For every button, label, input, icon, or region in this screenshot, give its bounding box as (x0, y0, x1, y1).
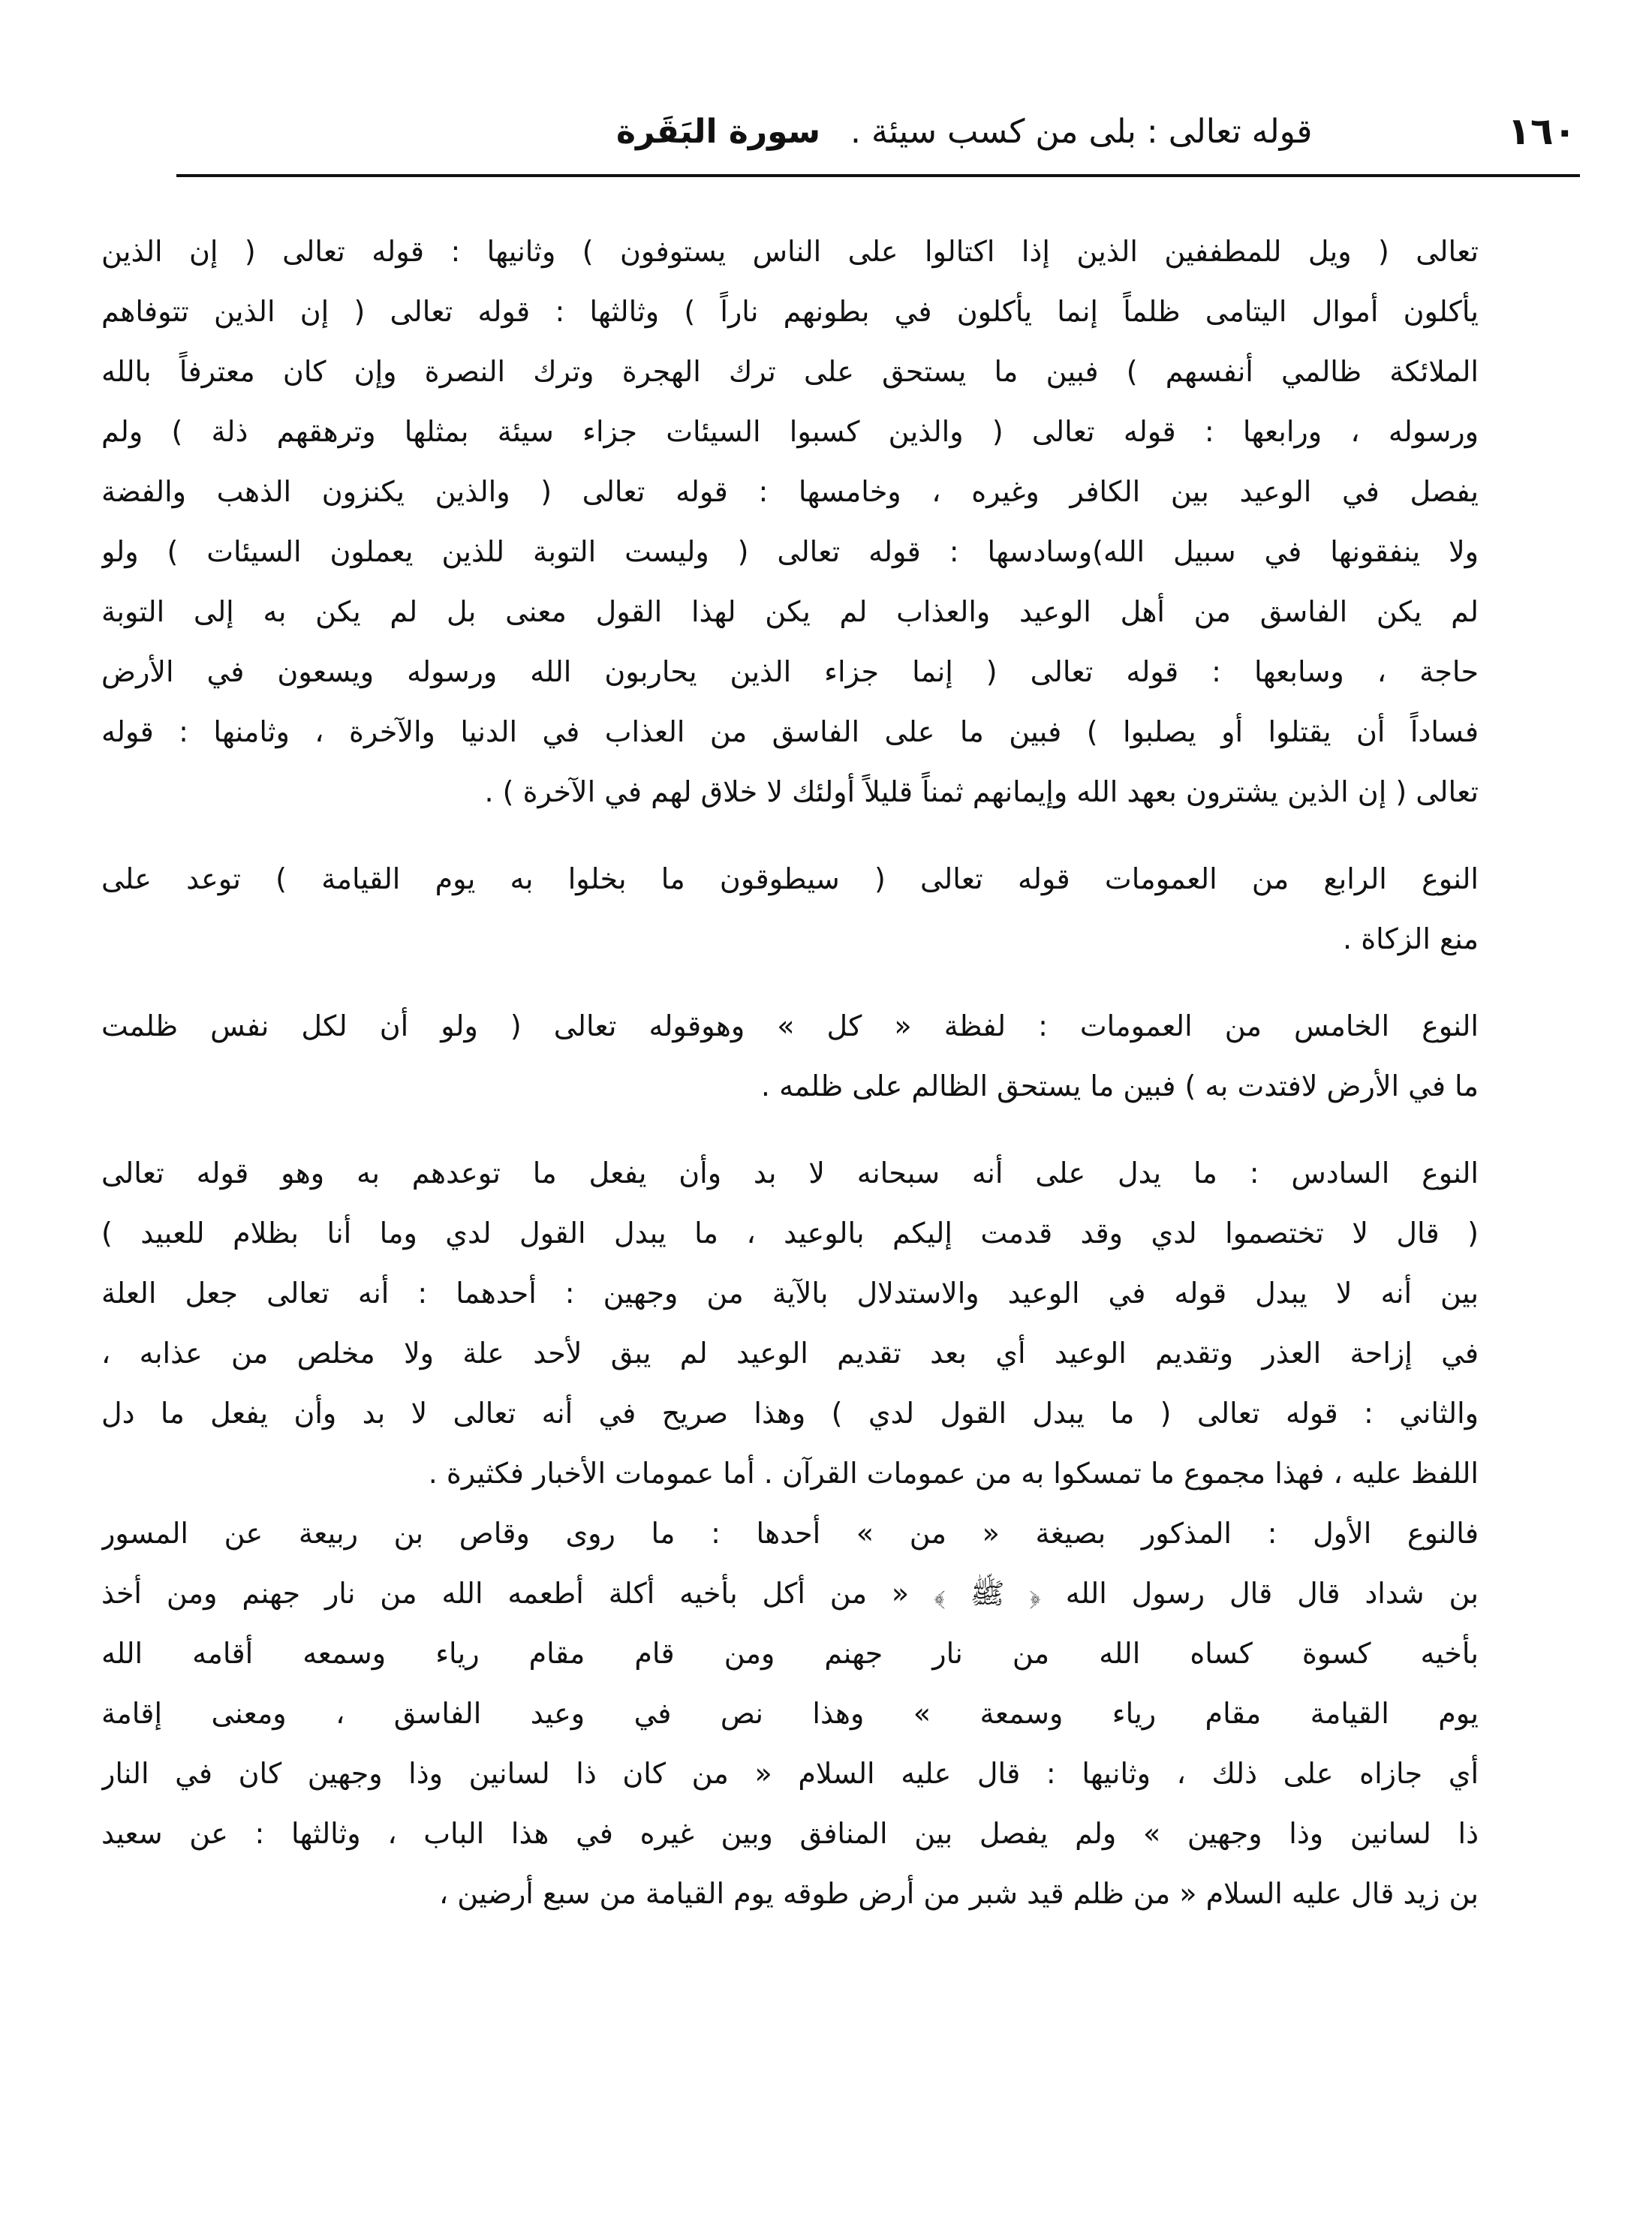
text-line: يوم القيامة مقام رياء وسمعة » وهذا نص في وعيد الفاسق ، ومعنى إقامة (101, 1697, 1479, 1730)
running-head (188, 113, 1312, 151)
text-line: حاجة ، وسابعها : قوله تعالى ( إنما جزاء الذين يحاربون الله ورسوله ويسعون في الأرض (101, 655, 1479, 688)
text-line: يفصل في الوعيد بين الكافر وغيره ، وخامسها : قوله تعالى ( والذين يكنزون الذهب والفضة (101, 475, 1479, 508)
text-line: النوع السادس : ما يدل على أنه سبحانه لا بد وأن يفعل ما توعدهم به وهو قوله تعالى (101, 1157, 1479, 1190)
text-line: النوع الخامس من العمومات : لفظة « كل » وهوقوله تعالى ( ولو أن لكل نفس ظلمت (101, 1009, 1479, 1042)
page-body (101, 221, 1479, 1924)
text-line: ولا ينفقونها في سبيل الله)وسادسها : قوله تعالى ( وليست التوبة للذين يعملون السيئات ) ولو (101, 535, 1479, 568)
text-line: النوع الرابع من العمومات قوله تعالى ( سيطوقون ما بخلوا به يوم القيامة ) توعد على (101, 862, 1479, 895)
text-line: ورسوله ، ورابعها : قوله تعالى ( والذين كسبوا السيئات جزاء سيئة بمثلها وترهقهم ذلة ) ولم (101, 415, 1479, 448)
header-rule (176, 174, 1580, 177)
text-line: تعالى ( إن الذين يشترون بعهد الله وإيمانهم ثمناً قليلاً أولئك لا خلاق لهم في الآخرة ) . (484, 775, 1479, 808)
text-line: ما في الأرض لافتدت به ) فبين ما يستحق الظالم على ظلمه . (760, 1069, 1479, 1102)
text-line: ( قال لا تختصموا لدي وقد قدمت إليكم بالوعيد ، ما يبدل القول لدي وما أنا بظلام للعبيد ) (101, 1217, 1479, 1250)
paragraph (101, 849, 1479, 969)
text-line: بين أنه لا يبدل قوله في الوعيد والاستدلال بالآية من وجهين : أحدهما : أنه تعالى جعل العلة (101, 1277, 1479, 1310)
text-line: لم يكن الفاسق من أهل الوعيد والعذاب لم يكن لهذا القول معنى بل لم يكن به إلى التوبة (101, 595, 1479, 628)
page-header (188, 98, 1576, 165)
paragraph (101, 221, 1479, 822)
paragraph (101, 996, 1479, 1116)
page-number: ١٦٠ (1507, 110, 1576, 153)
text-line: بأخيه كسوة كساه الله من نار جهنم ومن قام مقام رياء وسمعه أقامه الله (101, 1637, 1479, 1670)
text-line: ذا لسانين وذا وجهين » ولم يفصل بين المنافق وبين غيره في هذا الباب ، وثالثها : عن سعيد (101, 1817, 1479, 1850)
text-line: فالنوع الأول : المذكور بصيغة « من » أحدها : ما روى وقاص بن ربيعة عن المسور (101, 1517, 1479, 1550)
paragraph (101, 1143, 1479, 1503)
text-line: أي جازاه على ذلك ، وثانيها : قال عليه السلام « من كان ذا لسانين وذا وجهين كان في النار (101, 1757, 1479, 1790)
text-line: بن زيد قال عليه السلام « من ظلم قيد شبر من أرض طوقه يوم القيامة من سبع أرضين ، (438, 1877, 1479, 1910)
text-line: الملائكة ظالمي أنفسهم ) فبين ما يستحق على ترك الهجرة وترك النصرة وإن كان معترفاً بالله (101, 355, 1479, 388)
text-line: والثاني : قوله تعالى ( ما يبدل القول لدي ) وهذا صريح في أنه تعالى لا بد وأن يفعل ما دل (101, 1397, 1479, 1430)
text-line: اللفظ عليه ، فهذا مجموع ما تمسكوا به من عمومات القرآن . أما عمومات الأخبار فكثيرة . (428, 1457, 1479, 1490)
text-line: فساداً أن يقتلوا أو يصلبوا ) فبين ما على الفاسق من العذاب في الدنيا والآخرة ، وثامنها : قوله (101, 715, 1479, 748)
text-line: منع الزكاة . (1343, 922, 1479, 955)
running-head-title: قوله تعالى : بلى من كسب سيئة . (850, 112, 1313, 151)
text-line: تعالى ( ويل للمطففين الذين إذا اكتالوا على الناس يستوفون ) وثانيها : قوله تعالى ( إن الذين (101, 235, 1479, 268)
running-head-surah: سورة البَقَرة (615, 112, 821, 151)
text-line: في إزاحة العذر وتقديم الوعيد أي بعد تقديم الوعيد لم يبق لأحد علة ولا مخلص من عذابه ، (101, 1337, 1479, 1370)
text-line: بن شداد قال قال رسول الله ﴿ ﷺ ﴾ « من أكل بأخيه أكلة أطعمه الله من نار جهنم ومن أخذ (101, 1577, 1479, 1610)
text-line: يأكلون أموال اليتامى ظلماً إنما يأكلون في بطونهم ناراً ) وثالثها : قوله تعالى ( إن الذين تتوفاهم (101, 295, 1479, 328)
paragraph (101, 1503, 1479, 1924)
